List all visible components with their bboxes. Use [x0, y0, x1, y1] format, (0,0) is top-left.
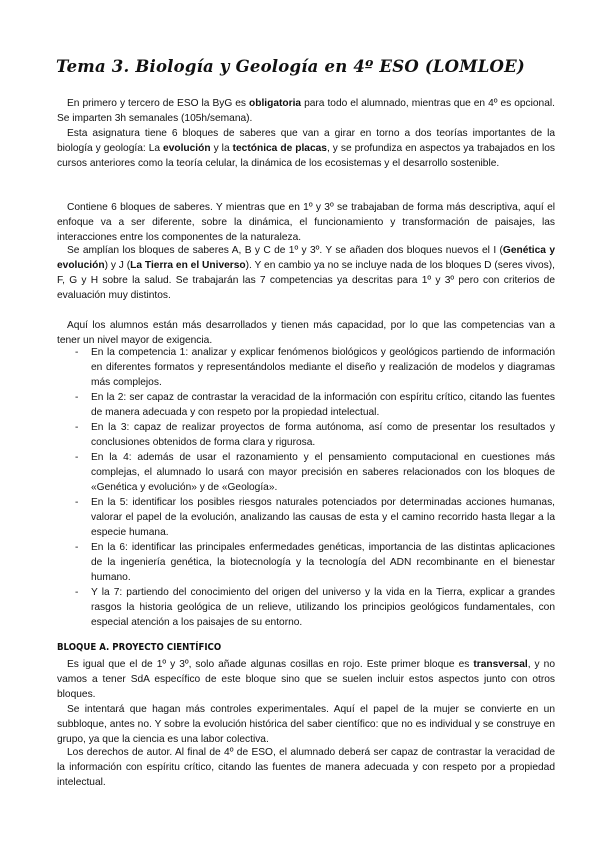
- bold-text: evolución: [163, 143, 211, 154]
- list-item-text: En la competencia 1: analizar y explicar fenómenos biológicos y geológicos partiendo de información en diferentes formatos y representándolos mediante el diseño y realización de modelos y diagramas más complejos.: [91, 347, 555, 388]
- paragraph-alumnos: [57, 318, 555, 348]
- page-title: Tema 3. Biología y Geología en 4º ESO (LOMLOE): [56, 57, 525, 76]
- section-heading-bloque-a: BLOQUE A. PROYECTO CIENTÍFICO: [57, 642, 222, 653]
- paragraph-bloques-saberes: [57, 126, 555, 171]
- list-item-text: Y la 7: partiendo del conocimiento del origen del universo y la vida en la Tierra, explicar a grandes rasgos la historia geológica de un relieve, utilizando los principios geológicos fundamentales, con especial atención a los paisajes de su entorno.: [91, 587, 555, 628]
- paragraph-amplian: [57, 243, 555, 303]
- list-item: [57, 420, 555, 450]
- text-run: Es igual que el de 1º y 3º, solo añade algunas cosillas en rojo. Este primer bloque es: [67, 659, 474, 670]
- dash-bullet: -: [75, 347, 79, 358]
- dash-bullet: -: [75, 542, 79, 553]
- paragraph-contiene: [57, 200, 555, 245]
- bold-text: tectónica de placas: [232, 143, 327, 154]
- list-item: [57, 540, 555, 585]
- list-item: [57, 495, 555, 540]
- bold-text: Genética y evolución: [57, 245, 555, 271]
- list-item-text: En la 6: identificar las principales enfermedades genéticas, importancia de las distintas aplicaciones de la ingeniería genética, la biotecnología y la tecnología del ADN recombinante en el bienestar humano.: [91, 542, 555, 583]
- text-run: Esta asignatura tiene 6 bloques de saberes que van a girar en torno a dos teorías importantes de la biología y geología: La: [57, 128, 555, 154]
- dash-bullet: -: [75, 587, 79, 598]
- list-item-text: En la 3: capaz de realizar proyectos de forma autónoma, así como de presentar los resultados y conclusiones obtenidos de forma clara y rigurosa.: [91, 422, 555, 448]
- list-item-text: En la 2: ser capaz de contrastar la veracidad de la información con espíritu crítico, citando las fuentes de manera adecuada y con respeto por la propiedad intelectual.: [91, 392, 555, 418]
- text-run: Se intentará que hagan más controles experimentales. Aquí el papel de la mujer se convierte en un subbloque, antes no. Y sobre la evolución histórica del saber científico: que no es individual y se construye en grupo, ya que la ciencia es una labor colectiva.: [57, 704, 555, 745]
- list-item: [57, 450, 555, 495]
- dash-bullet: -: [75, 422, 79, 433]
- bold-text: obligatoria: [249, 98, 302, 109]
- bold-text: La Tierra en el Universo: [130, 260, 246, 271]
- list-item: [57, 585, 555, 630]
- paragraph-derechos-autor: [57, 745, 555, 790]
- text-run: para todo el alumnado, mientras que en 4º es opcional. Se imparten 3h semanales (105h/semana).: [57, 98, 555, 124]
- list-item-text: En la 5: identificar los posibles riesgos naturales potenciados por determinadas acciones humanas, valorar el papel de la evolución, analizando las causas de esta y el camino recorrido hasta llegar a la especie humana.: [91, 497, 555, 538]
- text-run: , y se profundiza en aspectos ya trabajados en los cursos anteriores como la teoría celular, la dinámica de los ecosistemas y el desarrollo sostenible.: [57, 143, 555, 169]
- paragraph-obligatoria: [57, 96, 555, 126]
- text-run: Aquí los alumnos están más desarrollados y tienen más capacidad, por lo que las competencias van a tener un nivel mayor de exigencia.: [57, 320, 555, 346]
- text-run: Los derechos de autor. Al final de 4º de ESO, el alumnado deberá ser capaz de contrastar la veracidad de la información con espíritu crítico, citando las fuentes de manera adecuada y con respeto por a propiedad intelectual.: [57, 747, 555, 788]
- text-run: En primero y tercero de ESO la ByG es: [67, 98, 250, 109]
- text-run: , y no vamos a tener SdA específico de este bloque sino que se suelen incluir estos aspectos junto con otros bloques.: [57, 659, 555, 700]
- list-item: [57, 345, 555, 390]
- text-run: ). Y en cambio ya no se incluye nada de los bloques D (seres vivos), F, G y H sobre la salud. Se trabajarán las 7 competencias ya descritas para 1º y 3º pero con criterios de evaluación muy distintos.: [57, 260, 556, 301]
- bold-text: transversal: [473, 659, 528, 670]
- text-run: ) y J (: [104, 260, 131, 271]
- list-item: [57, 390, 555, 420]
- dash-bullet: -: [75, 392, 79, 403]
- paragraph-controles: [57, 702, 555, 747]
- competencias-list: [57, 345, 555, 630]
- text-run: Contiene 6 bloques de saberes. Y mientras que en 1º y 3º se trabajaban de forma más descriptiva, aquí el enfoque va a ser diferente, sobre la dinámica, el funcionamiento y transformación de paisajes, las interacciones entre los componentes de la naturaleza.: [57, 202, 555, 243]
- text-run: Se amplían los bloques de saberes A, B y C de 1º y 3º. Y se añaden dos bloques nuevos el I (: [67, 245, 503, 256]
- paragraph-transversal: [57, 657, 555, 702]
- dash-bullet: -: [75, 452, 79, 463]
- dash-bullet: -: [75, 497, 79, 508]
- text-run: y la: [210, 143, 233, 154]
- list-item-text: En la 4: además de usar el razonamiento y el pensamiento computacional en cuestiones más complejas, el alumnado lo usará con mayor precisión en saberes relacionados con los bloques de «Genética y evolución» y de «Geología».: [91, 452, 555, 493]
